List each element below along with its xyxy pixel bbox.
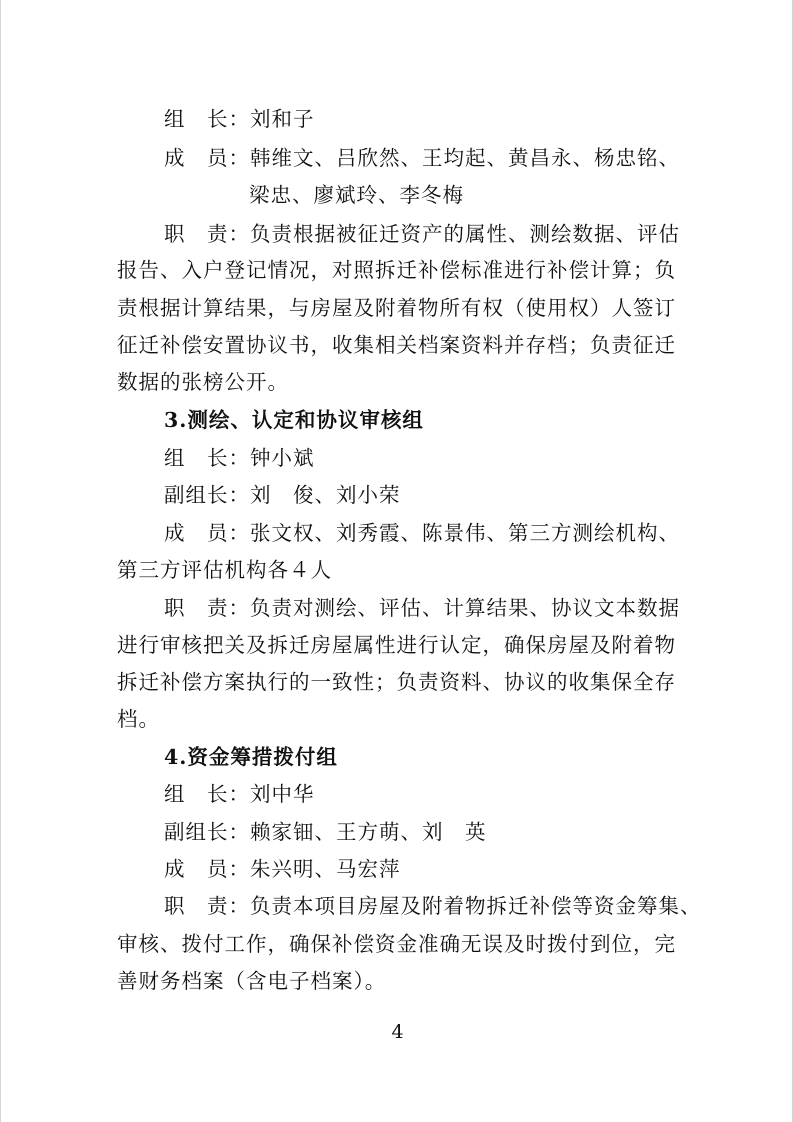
duty-line: 职 责：负责本项目房屋及附着物拆迁补偿等资金筹集、 xyxy=(164,894,702,918)
duty-continuation-line: 进行审核把关及拆迁房屋属性进行认定，确保房屋及附着物 xyxy=(117,633,676,657)
page-number: 4 xyxy=(391,1021,404,1043)
duty-line: 职 责：负责根据被征迁资产的属性、测绘数据、评估 xyxy=(164,222,680,246)
members-line: 成 员：张文权、刘秀霞、陈景伟、第三方测绘机构、 xyxy=(164,521,680,545)
section-heading: 3.测绘、认定和协议审核组 xyxy=(164,408,424,432)
members-continuation-line: 梁忠、廖斌玲、李冬梅 xyxy=(249,183,464,207)
deputy-leader-line: 副组长：赖家钿、王方萌、刘 英 xyxy=(164,820,487,844)
duty-continuation-line: 责根据计算结果，与房屋及附着物所有权（使用权）人签订 xyxy=(117,296,676,320)
duty-line: 职 责：负责对测绘、评估、计算结果、协议文本数据 xyxy=(164,596,680,620)
duty-continuation-line: 审核、拨付工作，确保补偿资金准确无误及时拨付到位，完 xyxy=(117,932,676,956)
duty-continuation-line: 征迁补偿安置协议书，收集相关档案资料并存档；负责征迁 xyxy=(117,333,676,357)
members-line: 成 员：朱兴明、马宏萍 xyxy=(164,857,401,881)
section-heading: 4.资金筹措拨付组 xyxy=(164,745,338,769)
duty-continuation-line: 报告、入户登记情况，对照拆迁补偿标准进行补偿计算；负 xyxy=(117,258,676,282)
duty-continuation-line: 数据的张榜公开。 xyxy=(117,370,289,394)
group-leader-line: 组 长：刘和子 xyxy=(164,107,315,131)
members-line: 成 员：韩维文、吕欣然、王均起、黄昌永、杨忠铭、 xyxy=(164,146,680,170)
duty-continuation-line: 档。 xyxy=(117,707,160,731)
duty-continuation-line: 善财务档案（含电子档案）。 xyxy=(117,969,387,993)
duty-continuation-line: 拆迁补偿方案执行的一致性；负责资料、协议的收集保全存 xyxy=(117,670,676,694)
members-continuation-line: 第三方评估机构各４人 xyxy=(117,558,332,582)
deputy-leader-line: 副组长：刘 俊、刘小荣 xyxy=(164,483,401,507)
group-leader-line: 组 长：钟小斌 xyxy=(164,446,315,470)
group-leader-line: 组 长：刘中华 xyxy=(164,782,315,806)
